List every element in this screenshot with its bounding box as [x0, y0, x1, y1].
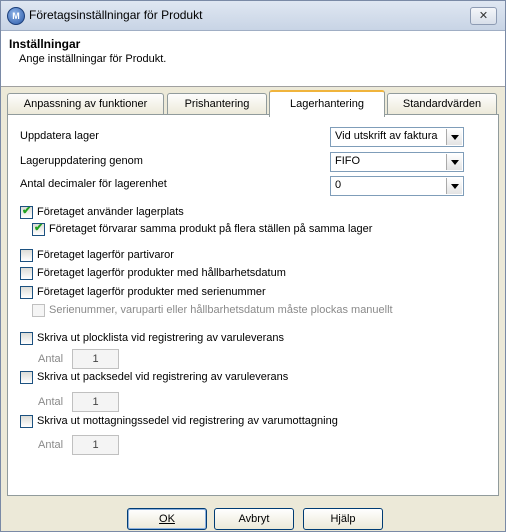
same-product-label: Företaget förvarar samma produkt på flera ställen på samma lager: [49, 223, 373, 235]
help-button[interactable]: Hjälp: [303, 508, 383, 530]
header-panel: [1, 31, 505, 87]
receipt-count-input[interactable]: 1: [72, 435, 119, 455]
use-location-checkbox[interactable]: [20, 206, 33, 219]
ok-button[interactable]: [127, 508, 207, 530]
update-stock-select[interactable]: [330, 127, 464, 147]
expiry-label: Företaget lagerför produkter med hållbarhetsdatum: [37, 267, 286, 279]
tab-lagerhantering[interactable]: Lagerhantering: [269, 90, 385, 117]
header-subtitle: Ange inställningar för Produkt.: [19, 53, 167, 65]
window-title: Företagsinställningar för Produkt: [29, 8, 203, 22]
tab-panel-lagerhantering: [7, 114, 499, 496]
update-stock-label: Uppdatera lager: [20, 130, 99, 142]
picklist-label: Skriva ut plocklista vid registrering av varuleverans: [37, 332, 284, 344]
title-bar: [1, 1, 505, 31]
picklist-checkbox[interactable]: [20, 332, 33, 345]
ok-button-label: OK: [159, 513, 175, 525]
expiry-checkbox[interactable]: [20, 267, 33, 280]
header-title: Inställningar: [9, 37, 81, 51]
update-stock-value: Vid utskrift av faktura: [335, 130, 438, 142]
decimals-label: Antal decimaler för lagerenhet: [20, 178, 167, 190]
use-location-label: Företaget använder lagerplats: [37, 206, 184, 218]
tab-prishantering[interactable]: Prishantering: [167, 93, 267, 115]
batch-checkbox[interactable]: [20, 249, 33, 262]
packslip-label: Skriva ut packsedel vid registrering av varuleverans: [37, 371, 289, 383]
same-product-checkbox[interactable]: [32, 223, 45, 236]
app-icon: M: [7, 7, 25, 25]
serial-label: Företaget lagerför produkter med serienummer: [37, 286, 266, 298]
batch-label: Företaget lagerför partivaror: [37, 249, 174, 261]
chevron-down-icon[interactable]: [446, 178, 462, 194]
packslip-checkbox[interactable]: [20, 371, 33, 384]
manual-pick-checkbox[interactable]: [32, 304, 45, 317]
cancel-button[interactable]: Avbryt: [214, 508, 294, 530]
decimals-select[interactable]: [330, 176, 464, 196]
close-icon: ✕: [478, 10, 489, 22]
picklist-count-label: Antal: [38, 353, 64, 365]
checkmark-icon: ✔: [34, 222, 44, 234]
serial-checkbox[interactable]: [20, 286, 33, 299]
chevron-down-icon[interactable]: [446, 154, 462, 170]
manual-pick-label: Serienummer, varuparti eller hållbarhetsdatum måste plockas manuellt: [49, 304, 393, 316]
close-button[interactable]: [470, 7, 497, 25]
picklist-count-input[interactable]: 1: [72, 349, 119, 369]
packslip-count-input[interactable]: 1: [72, 392, 119, 412]
decimals-value: 0: [335, 179, 342, 191]
tab-anpassning[interactable]: Anpassning av funktioner: [7, 93, 164, 115]
update-method-select[interactable]: [330, 152, 464, 172]
packslip-count-label: Antal: [38, 396, 64, 408]
update-method-label: Lageruppdatering genom: [20, 155, 143, 167]
update-method-value: FIFO: [335, 155, 361, 167]
receipt-count-label: Antal: [38, 439, 64, 451]
receipt-label: Skriva ut mottagningssedel vid registrering av varumottagning: [37, 415, 338, 427]
tab-standardvarden[interactable]: Standardvärden: [387, 93, 497, 115]
checkmark-icon: ✔: [22, 205, 32, 217]
chevron-down-icon[interactable]: [446, 129, 462, 145]
receipt-checkbox[interactable]: [20, 415, 33, 428]
